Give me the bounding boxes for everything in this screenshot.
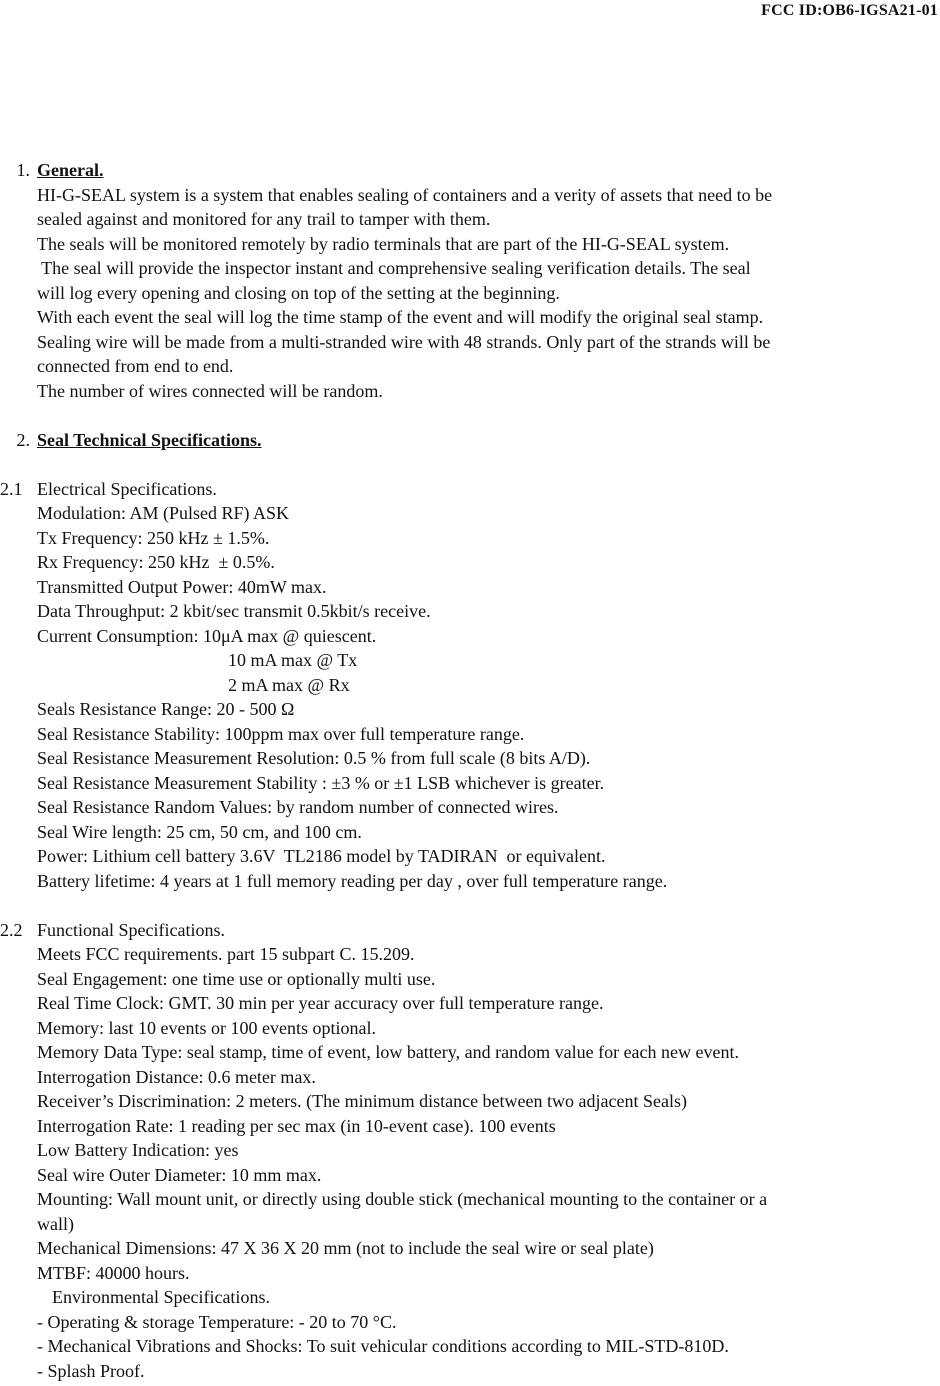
spacer bbox=[0, 452, 900, 477]
spec-line: Data Throughput: 2 kbit/sec transmit 0.5kbit/s receive. bbox=[37, 601, 431, 621]
spec-line: Seal Resistance Measurement Resolution: 0.5 % from full scale (8 bits A/D). bbox=[37, 748, 591, 768]
env-spec-line: - Operating & storage Temperature: - 20 to 70 °C. bbox=[37, 1311, 397, 1332]
spec-line: Memory Data Type: seal stamp, time of event, low battery, and random value for each new event. bbox=[37, 1042, 739, 1062]
section-1-heading bbox=[0, 158, 900, 183]
paragraph-line: HI-G-SEAL system is a system that enables sealing of containers and a verity of assets that need to be bbox=[37, 184, 773, 205]
section-2-2-heading bbox=[0, 918, 900, 943]
spec-line: Tx Frequency: 250 kHz ± 1.5%. bbox=[37, 527, 270, 548]
section-number: 2.2 bbox=[0, 919, 23, 940]
spec-line: Memory: last 10 events or 100 events optional. bbox=[37, 1017, 376, 1038]
fcc-id-header: FCC ID:OB6-IGSA21-01 bbox=[761, 2, 938, 19]
spec-line: Mechanical Dimensions: 47 X 36 X 20 mm (not to include the seal wire or seal plate) bbox=[37, 1238, 654, 1258]
spec-line: Mounting: Wall mount unit, or directly using double stick (mechanical mounting to the container or a bbox=[37, 1189, 768, 1209]
spec-line: Battery lifetime: 4 years at 1 full memory reading per day , over full temperature range. bbox=[37, 870, 668, 891]
paragraph-line: Sealing wire will be made from a multi-stranded wire with 48 strands. Only part of the strands will be bbox=[37, 331, 771, 352]
env-spec-line: - Splash Proof. bbox=[37, 1360, 145, 1381]
section-number: 1. bbox=[16, 160, 30, 180]
paragraph-line: The seals will be monitored remotely by radio terminals that are part of the HI-G-SEAL system. bbox=[37, 233, 730, 254]
spec-line: Interrogation Distance: 0.6 meter max. bbox=[37, 1066, 316, 1087]
spec-line: Transmitted Output Power: 40mW max. bbox=[37, 576, 327, 597]
functional-spec-list bbox=[0, 942, 900, 1383]
spacer bbox=[0, 893, 900, 918]
spec-line: Low Battery Indication: yes bbox=[37, 1140, 239, 1160]
section-number: 2. bbox=[16, 429, 30, 450]
spec-line: Interrogation Rate: 1 reading per sec max (in 10-event case). 100 events bbox=[37, 1115, 556, 1136]
spacer bbox=[0, 403, 900, 428]
section-title: General. bbox=[37, 160, 104, 180]
spec-line-continuation: 10 mA max @ Tx bbox=[228, 650, 358, 670]
spec-line: Seal Wire length: 25 cm, 50 cm, and 100 cm. bbox=[37, 821, 362, 842]
paragraph-line: With each event the seal will log the time stamp of the event and will modify the original seal stamp. bbox=[37, 307, 764, 327]
document-body bbox=[0, 158, 900, 1383]
environmental-heading: Environmental Specifications. bbox=[52, 1287, 270, 1307]
section-2-heading bbox=[0, 428, 900, 453]
paragraph-line: sealed against and monitored for any trail to tamper with them. bbox=[37, 209, 491, 229]
paragraph-line: will log every opening and closing on top of the setting at the beginning. bbox=[37, 282, 560, 303]
paragraph-line: The seal will provide the inspector instant and comprehensive sealing verification details. The seal bbox=[37, 258, 751, 278]
env-spec-line: - Mechanical Vibrations and Shocks: To suit vehicular conditions according to MIL-STD-810D. bbox=[37, 1336, 729, 1356]
spec-line: Seals Resistance Range: 20 - 500 Ω bbox=[37, 699, 295, 719]
spec-line: Rx Frequency: 250 kHz ± 0.5%. bbox=[37, 552, 275, 572]
section-title: Functional Specifications. bbox=[37, 919, 225, 940]
section-1-body bbox=[0, 183, 900, 404]
spec-line: MTBF: 40000 hours. bbox=[37, 1262, 190, 1283]
spec-line: Current Consumption: 10μA max @ quiescent. bbox=[37, 625, 377, 646]
spec-line-continuation: 2 mA max @ Rx bbox=[228, 674, 350, 695]
spec-line: Meets FCC requirements. part 15 subpart C. 15.209. bbox=[37, 944, 415, 964]
spec-line: Real Time Clock: GMT. 30 min per year accuracy over full temperature range. bbox=[37, 993, 604, 1013]
section-title: Seal Technical Specifications. bbox=[37, 429, 262, 450]
section-number: 2.1 bbox=[0, 478, 23, 499]
spec-line: wall) bbox=[37, 1213, 74, 1234]
spec-line: Seal Resistance Measurement Stability : ±3 % or ±1 LSB whichever is greater. bbox=[37, 772, 605, 793]
paragraph-line: The number of wires connected will be random. bbox=[37, 380, 383, 401]
spec-line: Modulation: AM (Pulsed RF) ASK bbox=[37, 503, 290, 523]
section-title: Electrical Specifications. bbox=[37, 478, 217, 499]
paragraph-line: connected from end to end. bbox=[37, 356, 234, 376]
spec-line: Seal Resistance Stability: 100ppm max over full temperature range. bbox=[37, 723, 525, 744]
spec-line: Receiver’s Discrimination: 2 meters. (The minimum distance between two adjacent Seals) bbox=[37, 1091, 687, 1111]
electrical-spec-list bbox=[0, 501, 900, 893]
spec-line: Seal Resistance Random Values: by random number of connected wires. bbox=[37, 797, 559, 817]
spec-line: Seal wire Outer Diameter: 10 mm max. bbox=[37, 1164, 322, 1185]
section-2-1-heading bbox=[0, 477, 900, 502]
spec-line: Power: Lithium cell battery 3.6V TL2186 model by TADIRAN or equivalent. bbox=[37, 846, 606, 866]
spec-line: Seal Engagement: one time use or optionally multi use. bbox=[37, 968, 436, 989]
